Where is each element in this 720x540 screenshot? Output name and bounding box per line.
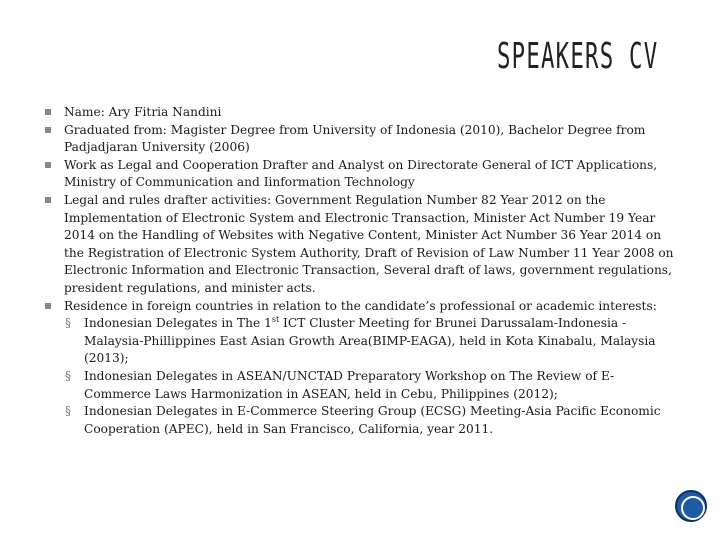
item-text: Work as Legal and Cooperation Drafter and Analyst on Directorate General of ICT Applications, Ministry of Communication and Iinformation Technology [64,157,658,190]
cv-content [44,104,680,438]
sub-list-item [44,368,680,403]
nav-ring [681,496,705,520]
square-bullet-icon [45,197,51,203]
item-text: Legal and rules drafter activities: Government Regulation Number 82 Year 2012 on the Implementation of Electronic System and Electronic Transaction, Minister Act Number 19 Year 2014 on the Handling of Websites with Negative Content, Minister Act Number 36 Year 2014 on the Registration of Electronic System Authority, Draft of Revision of Law Number 11 Year 2008 on Electronic Information and Electronic Transaction, Several draft of laws, government regulations, president regulations, and minister acts. [64,192,674,295]
item-text: Graduated from: Magister Degree from University of Indonesia (2010), Bachelor Degree from Padjadjaran University (2006) [64,122,646,155]
item-text: Name: Ary Fitria Nandini [64,105,222,119]
list-item [44,192,680,298]
square-bullet-icon [45,303,51,309]
sub-item-text: Indonesian Delegates in E-Commerce Steering Group (ECSG) Meeting-Asia Pacific Economic Cooperation (APEC), held in San Francisco, California, year 2011. [84,404,661,436]
sub-list-item [44,315,680,368]
sub-list-item [44,403,680,438]
navigation-circle-icon[interactable] [675,490,707,522]
list-item [44,104,680,122]
square-bullet-icon [45,127,51,133]
square-bullet-icon [45,109,51,115]
square-bullet-icon [45,162,51,168]
list-item [44,157,680,192]
item-text: Residence in foreign countries in relation to the candidate’s professional or academic interests: [64,298,657,313]
list-item [44,298,680,316]
sub-item-text: Indonesian Delegates in ASEAN/UNCTAD Preparatory Workshop on The Review of E-Commerce Laws Harmonization in ASEAN, held in Cebu, Philippines (2012); [84,368,615,401]
decorative-bullet-icon: § [65,368,71,383]
sub-item-text: Indonesian Delegates in The 1st ICT Cluster Meeting for Brunei Darussalam-Indonesia -Malaysia-Phillippines East Asian Growth Area(BIMP-EAGA), held in Kota Kinabalu, Malaysia (2013); [84,315,656,366]
decorative-bullet-icon: § [65,404,71,419]
slide-title: SPEAKERS CV [496,36,658,77]
decorative-bullet-icon: § [65,316,71,331]
list-item [44,122,680,157]
